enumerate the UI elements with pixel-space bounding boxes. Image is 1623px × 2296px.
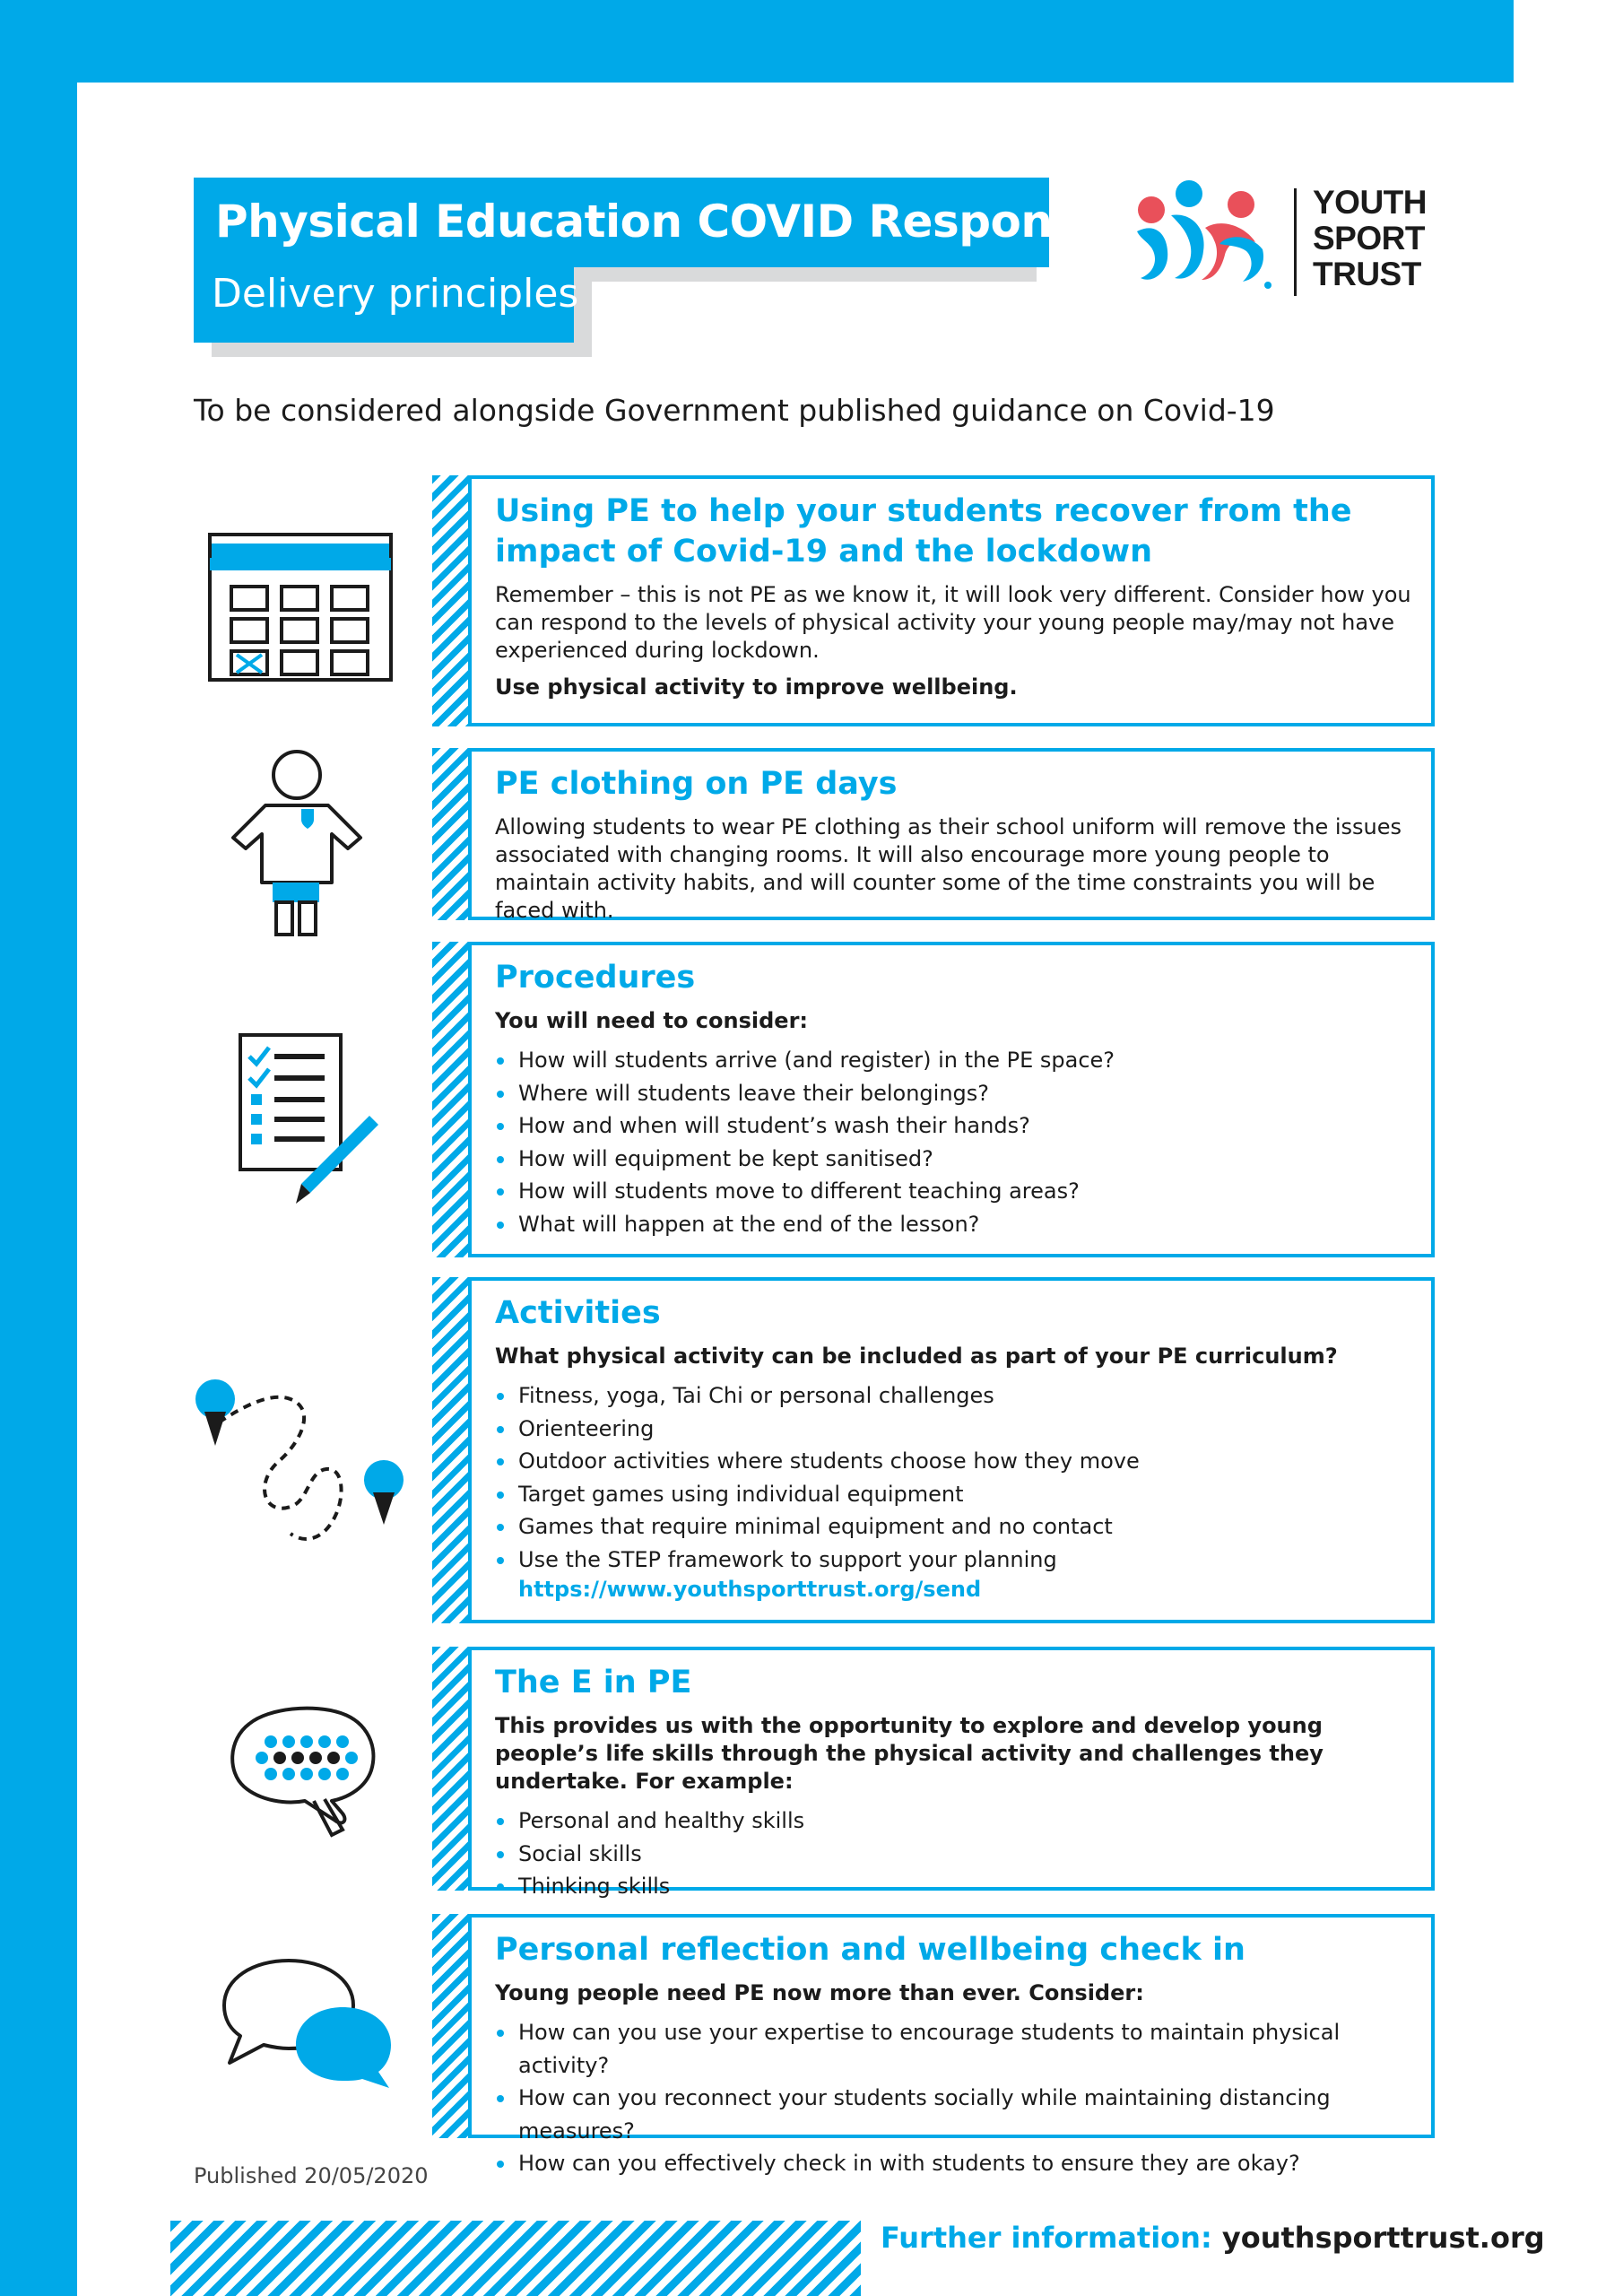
list-item: How will students arrive (and register) in the PE space? <box>495 1044 1417 1077</box>
list-item: How will equipment be kept sanitised? <box>495 1143 1417 1176</box>
section-pe-clothing <box>432 748 1435 923</box>
bottom-stripe-pattern <box>170 2221 861 2296</box>
section-e-in-pe <box>432 1647 1435 1899</box>
top-border-bar <box>0 0 1514 83</box>
section-text: Remember – this is not PE as we know it, it will look very different. Consider how you can respond to the levels of physical activity your young people may/may not have experienced during lockdown. <box>495 582 1411 663</box>
list-item: Orienteering <box>495 1413 1417 1446</box>
procedures-list <box>495 1044 1417 1240</box>
section-title: Activities <box>495 1295 661 1331</box>
further-info-link[interactable]: youthsporttrust.org <box>1221 2221 1545 2255</box>
published-date: Published 20/05/2020 <box>194 2163 429 2188</box>
section-activities <box>432 1277 1435 1623</box>
section-title: The E in PE <box>495 1665 692 1700</box>
step-framework-link[interactable]: https://www.youthsporttrust.org/send <box>518 1577 982 1602</box>
list-item: Fitness, yoga, Tai Chi or personal challenges <box>495 1379 1417 1413</box>
section-title: Procedures <box>495 960 696 996</box>
section-bold-text: Use physical activity to improve wellbeing. <box>495 674 1018 700</box>
list-item: Where will students leave their belongings? <box>495 1077 1417 1110</box>
route-map-icon <box>192 1372 412 1552</box>
section-title: Personal reflection and wellbeing check in <box>495 1932 1245 1968</box>
further-information <box>881 2221 1545 2255</box>
further-info-label: Further information: <box>881 2221 1212 2255</box>
checklist-icon <box>235 1030 384 1205</box>
section-recover <box>432 475 1435 726</box>
student-pe-kit-icon <box>230 748 364 936</box>
logo-wordmark <box>1313 185 1427 292</box>
list-item: Social skills <box>495 1838 1417 1871</box>
brain-icon <box>224 1700 382 1844</box>
logo-line-2: SPORT <box>1313 220 1425 257</box>
section-stripe <box>432 748 470 920</box>
list-item: Thinking skills <box>495 1870 1417 1903</box>
list-item: Target games using individual equipment <box>495 1478 1417 1511</box>
page-title: Physical Education COVID Response <box>215 196 1109 248</box>
activities-list <box>495 1379 1417 1576</box>
section-reflection <box>432 1914 1435 2176</box>
calendar-icon <box>206 531 395 683</box>
list-item: How can you use your expertise to encourage students to maintain physical activity? <box>495 2016 1417 2082</box>
section-bold-text: You will need to consider: <box>495 1008 809 1033</box>
section-procedures <box>432 942 1435 1257</box>
list-item: What will happen at the end of the lesson? <box>495 1208 1417 1241</box>
section-bold-text: This provides us with the opportunity to explore and develop young people’s life skills through the physical activity and challenges they undertake. For example: <box>495 1713 1324 1794</box>
youth-sport-trust-figures-icon <box>1132 176 1275 292</box>
section-title: Using PE to help your students recover from the impact of Covid-19 and the lockdown <box>495 493 1352 570</box>
list-item: How can you effectively check in with students to ensure they are okay? <box>495 2147 1417 2180</box>
logo-line-1: YOUTH <box>1313 184 1427 221</box>
section-title: PE clothing on PE days <box>495 766 898 802</box>
logo-divider <box>1294 188 1297 296</box>
section-bold-text: Young people need PE now more than ever. Consider: <box>495 1980 1144 2005</box>
section-text: Allowing students to wear PE clothing as their school uniform will remove the issues associated with changing rooms. It will also encourage more young people to maintain activity habits, and will counter some of the time constraints you will be faced with. <box>495 814 1402 923</box>
section-stripe <box>432 1914 470 2138</box>
section-stripe <box>432 942 470 1257</box>
logo-line-3: TRUST <box>1313 256 1421 292</box>
list-item: How and when will student’s wash their hands? <box>495 1109 1417 1143</box>
list-item: Outdoor activities where students choose how they move <box>495 1445 1417 1478</box>
list-item: How will students move to different teaching areas? <box>495 1175 1417 1208</box>
reflection-list <box>495 2016 1417 2180</box>
section-bold-text: What physical activity can be included as part of your PE curriculum? <box>495 1344 1338 1369</box>
section-stripe <box>432 1647 470 1891</box>
list-item: How can you reconnect your students socially while maintaining distancing measures? <box>495 2082 1417 2147</box>
intro-text: To be considered alongside Government published guidance on Covid-19 <box>194 393 1275 428</box>
speech-bubbles-icon <box>217 1953 396 2088</box>
section-stripe <box>432 1277 470 1623</box>
left-border-bar <box>0 0 77 2296</box>
section-stripe <box>432 475 470 726</box>
list-item: Personal and healthy skills <box>495 1805 1417 1838</box>
life-skills-list <box>495 1805 1417 1903</box>
list-item: Games that require minimal equipment and no contact <box>495 1510 1417 1544</box>
page-subtitle: Delivery principles <box>212 271 579 317</box>
list-item: Use the STEP framework to support your planning <box>495 1544 1417 1577</box>
